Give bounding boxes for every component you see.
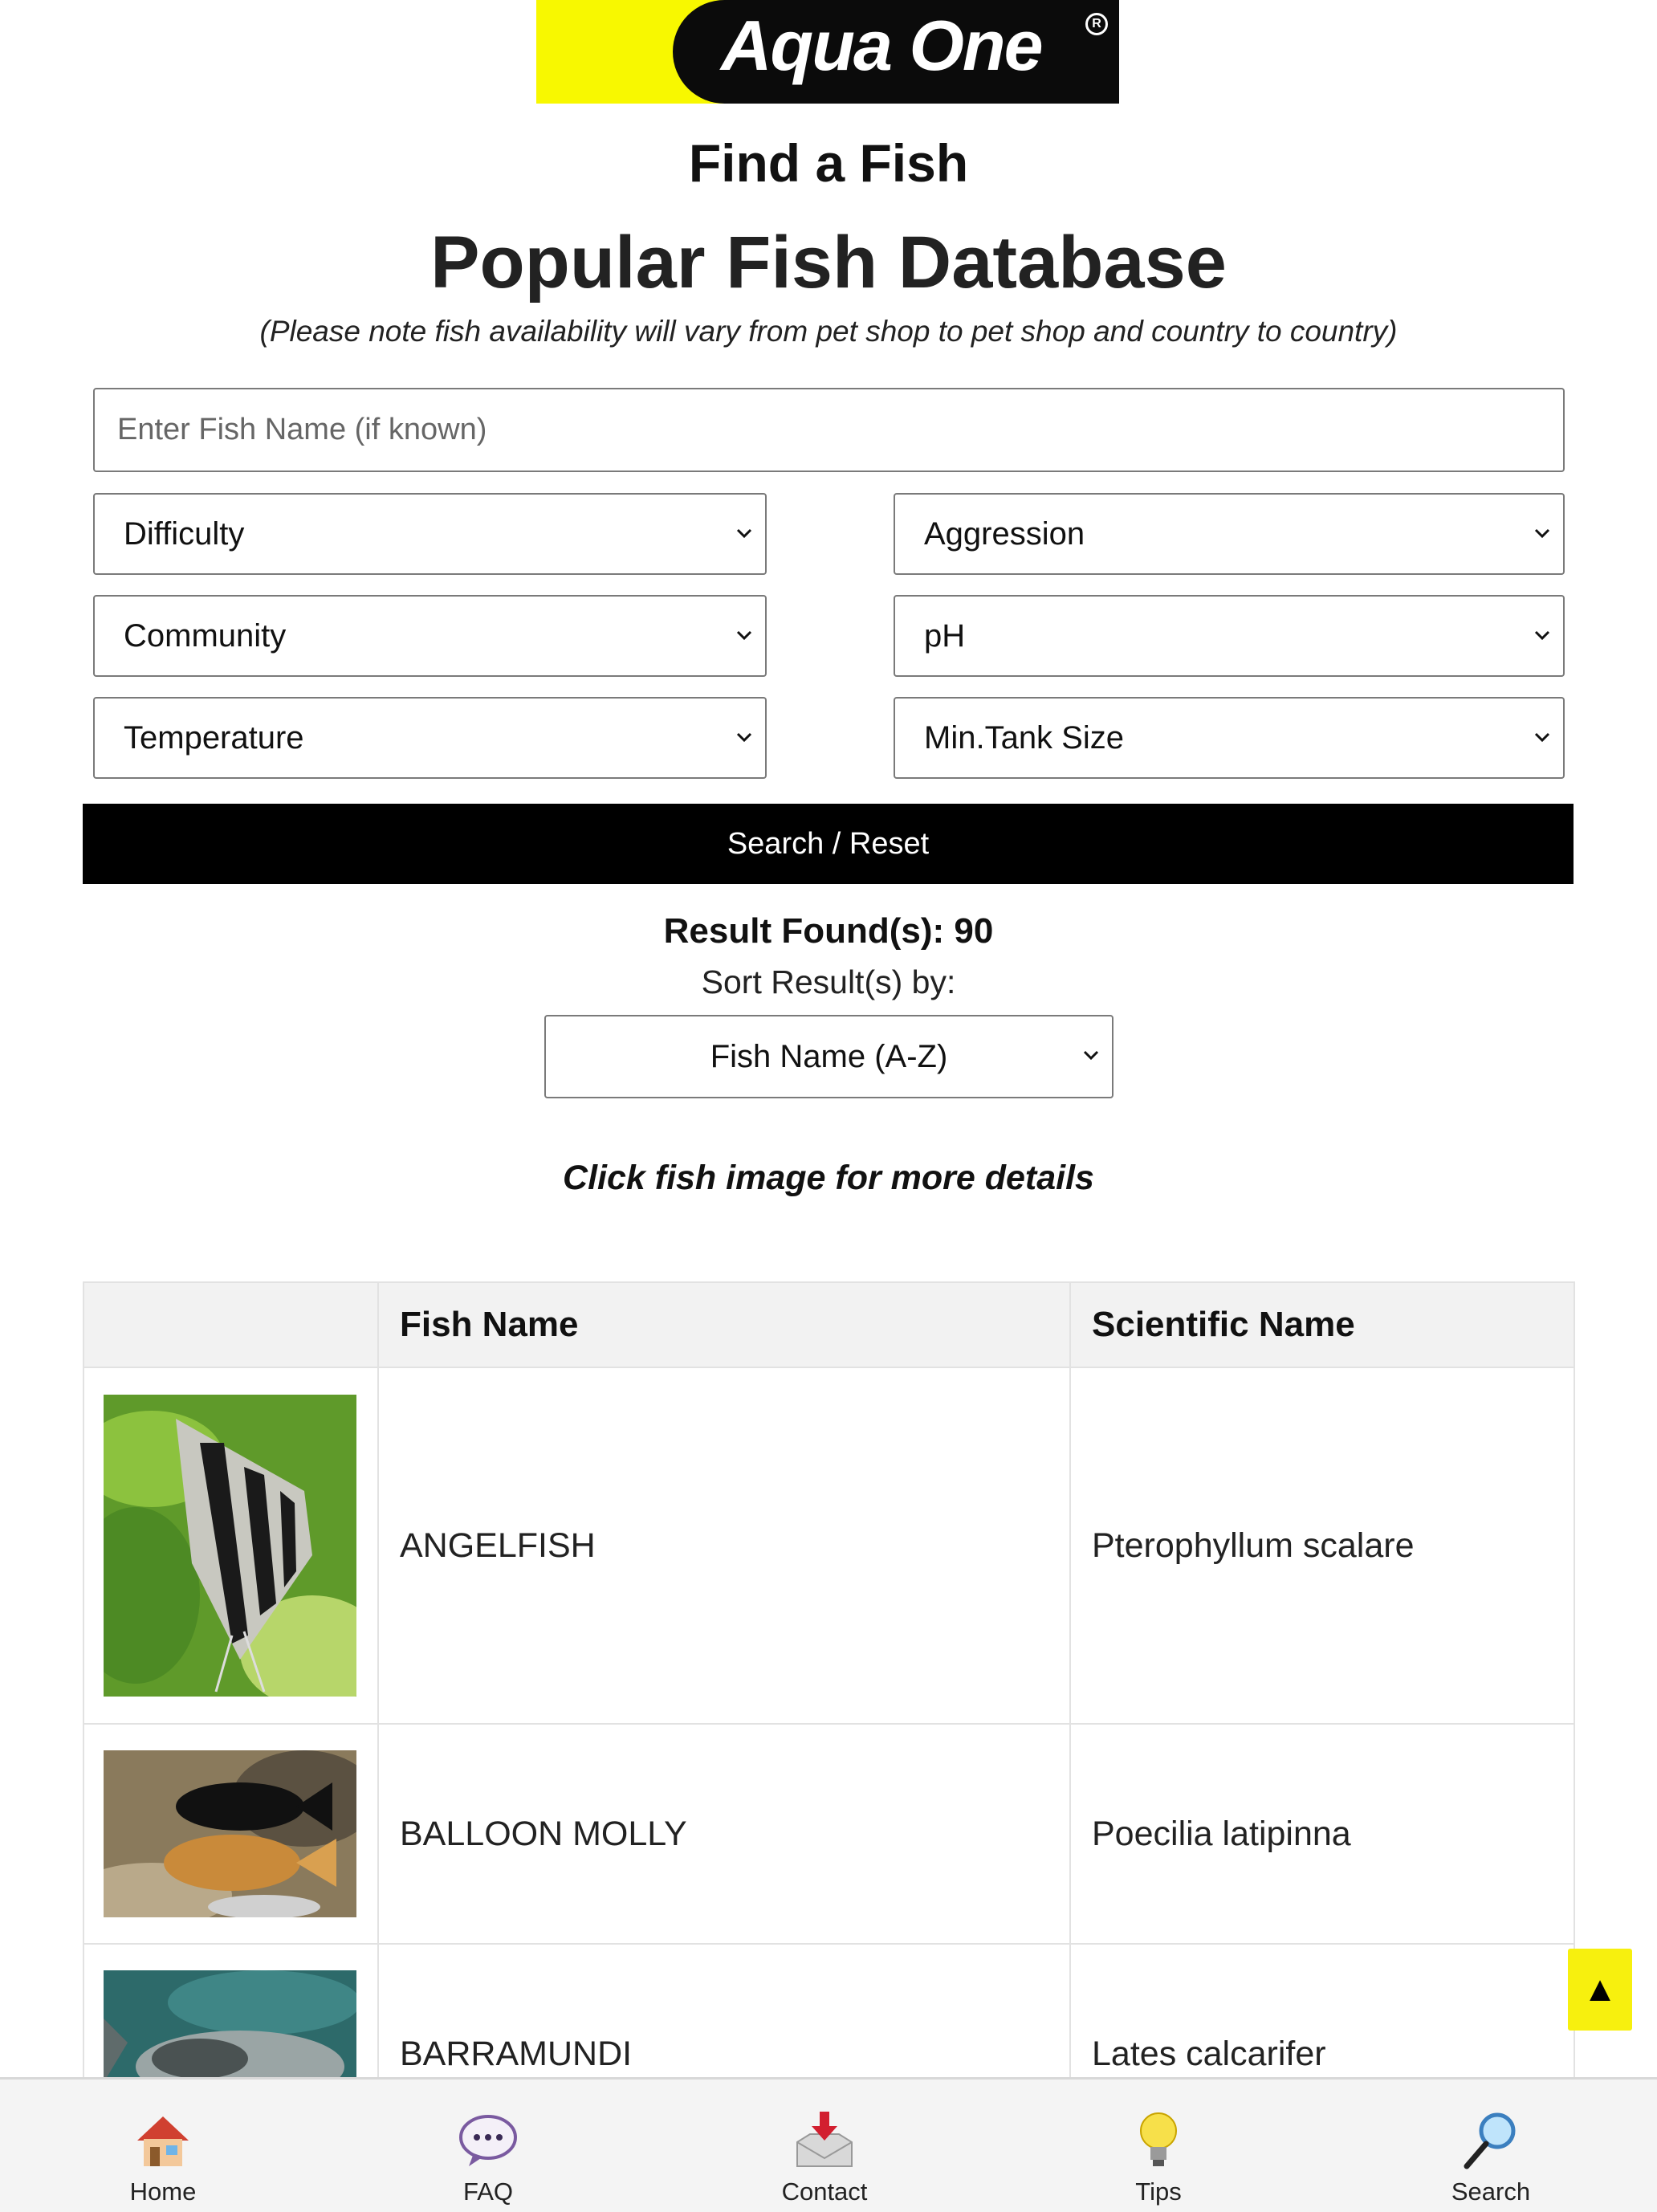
result-count: Result Found(s): 90 [663, 911, 994, 951]
image-column-header [83, 1282, 378, 1367]
ph-select[interactable] [894, 595, 1565, 677]
scientific-name-column-header: Scientific Name [1070, 1282, 1574, 1367]
up-arrow-icon: ▲ [1582, 1970, 1618, 2009]
sort-select[interactable] [544, 1015, 1113, 1098]
chevron-down-icon [1533, 625, 1552, 645]
fish-name-cell: ANGELFISH [378, 1367, 1070, 1724]
inbox-download-icon [794, 2110, 855, 2171]
community-select-value: Community [124, 617, 287, 654]
scientific-name-cell: Lates calcarifer [1070, 1944, 1574, 2164]
community-select[interactable] [93, 595, 767, 677]
house-icon [132, 2110, 193, 2171]
difficulty-select[interactable] [93, 493, 767, 575]
temperature-select-value: Temperature [124, 719, 304, 756]
chevron-down-icon [1081, 1045, 1101, 1065]
nav-home[interactable] [83, 2080, 243, 2212]
logo-text: Aqua One [721, 6, 1042, 85]
chevron-down-icon [1533, 523, 1552, 543]
magnifier-icon [1460, 2110, 1521, 2171]
fish-name-cell: BALLOON MOLLY [378, 1724, 1070, 1944]
difficulty-select-value: Difficulty [124, 515, 245, 552]
scientific-name-cell: Poecilia latipinna [1070, 1724, 1574, 1944]
search-reset-button[interactable]: Search / Reset [83, 804, 1574, 884]
aggression-select-value: Aggression [924, 515, 1085, 552]
table-row [83, 1724, 1574, 1944]
chevron-down-icon [735, 625, 754, 645]
fish-name-search-input[interactable] [93, 388, 1565, 472]
fish-image-cell [83, 1367, 378, 1724]
nav-faq-label: FAQ [462, 2177, 513, 2206]
nav-search-label: Search [1451, 2177, 1531, 2206]
min-tank-size-select-value: Min.Tank Size [924, 719, 1124, 756]
click-image-hint: Click fish image for more details [563, 1159, 1094, 1197]
nav-tips[interactable] [1078, 2080, 1239, 2212]
temperature-select[interactable] [93, 697, 767, 779]
ph-select-value: pH [924, 617, 966, 654]
nav-contact-label: Contact [781, 2177, 868, 2206]
fish-image-cell [83, 1724, 378, 1944]
table-header-row [83, 1282, 1574, 1367]
database-heading: Popular Fish Database [430, 222, 1227, 303]
chevron-down-icon [735, 523, 754, 543]
aqua-one-logo[interactable] [536, 0, 1119, 104]
fish-results-table [83, 1281, 1575, 2165]
registered-mark: R [1085, 13, 1108, 35]
chevron-down-icon [735, 727, 754, 747]
sort-label: Sort Result(s) by: [701, 963, 956, 1000]
scientific-name-cell: Pterophyllum scalare [1070, 1367, 1574, 1724]
nav-contact[interactable] [744, 2080, 905, 2212]
bottom-navigation [0, 2077, 1657, 2212]
nav-search[interactable] [1411, 2080, 1571, 2212]
table-row [83, 1367, 1574, 1724]
lightbulb-icon [1128, 2110, 1189, 2171]
nav-faq[interactable] [408, 2080, 568, 2212]
availability-note: (Please note fish availability will vary from pet shop to pet shop and country to country) [259, 315, 1398, 348]
nav-tips-label: Tips [1135, 2177, 1182, 2206]
sort-select-value: Fish Name (A-Z) [710, 1038, 948, 1074]
chevron-down-icon [1533, 727, 1552, 747]
min-tank-size-select[interactable] [894, 697, 1565, 779]
page-title: Find a Fish [688, 133, 969, 193]
aggression-select[interactable] [894, 493, 1565, 575]
scroll-to-top-button[interactable] [1568, 1949, 1632, 2031]
angelfish-photo[interactable] [104, 1395, 356, 1697]
balloon-molly-photo[interactable] [104, 1750, 356, 1917]
nav-home-label: Home [129, 2177, 197, 2206]
fish-name-cell: BARRAMUNDI [378, 1944, 1070, 2164]
speech-bubble-icon [458, 2110, 519, 2171]
fish-name-column-header: Fish Name [378, 1282, 1070, 1367]
